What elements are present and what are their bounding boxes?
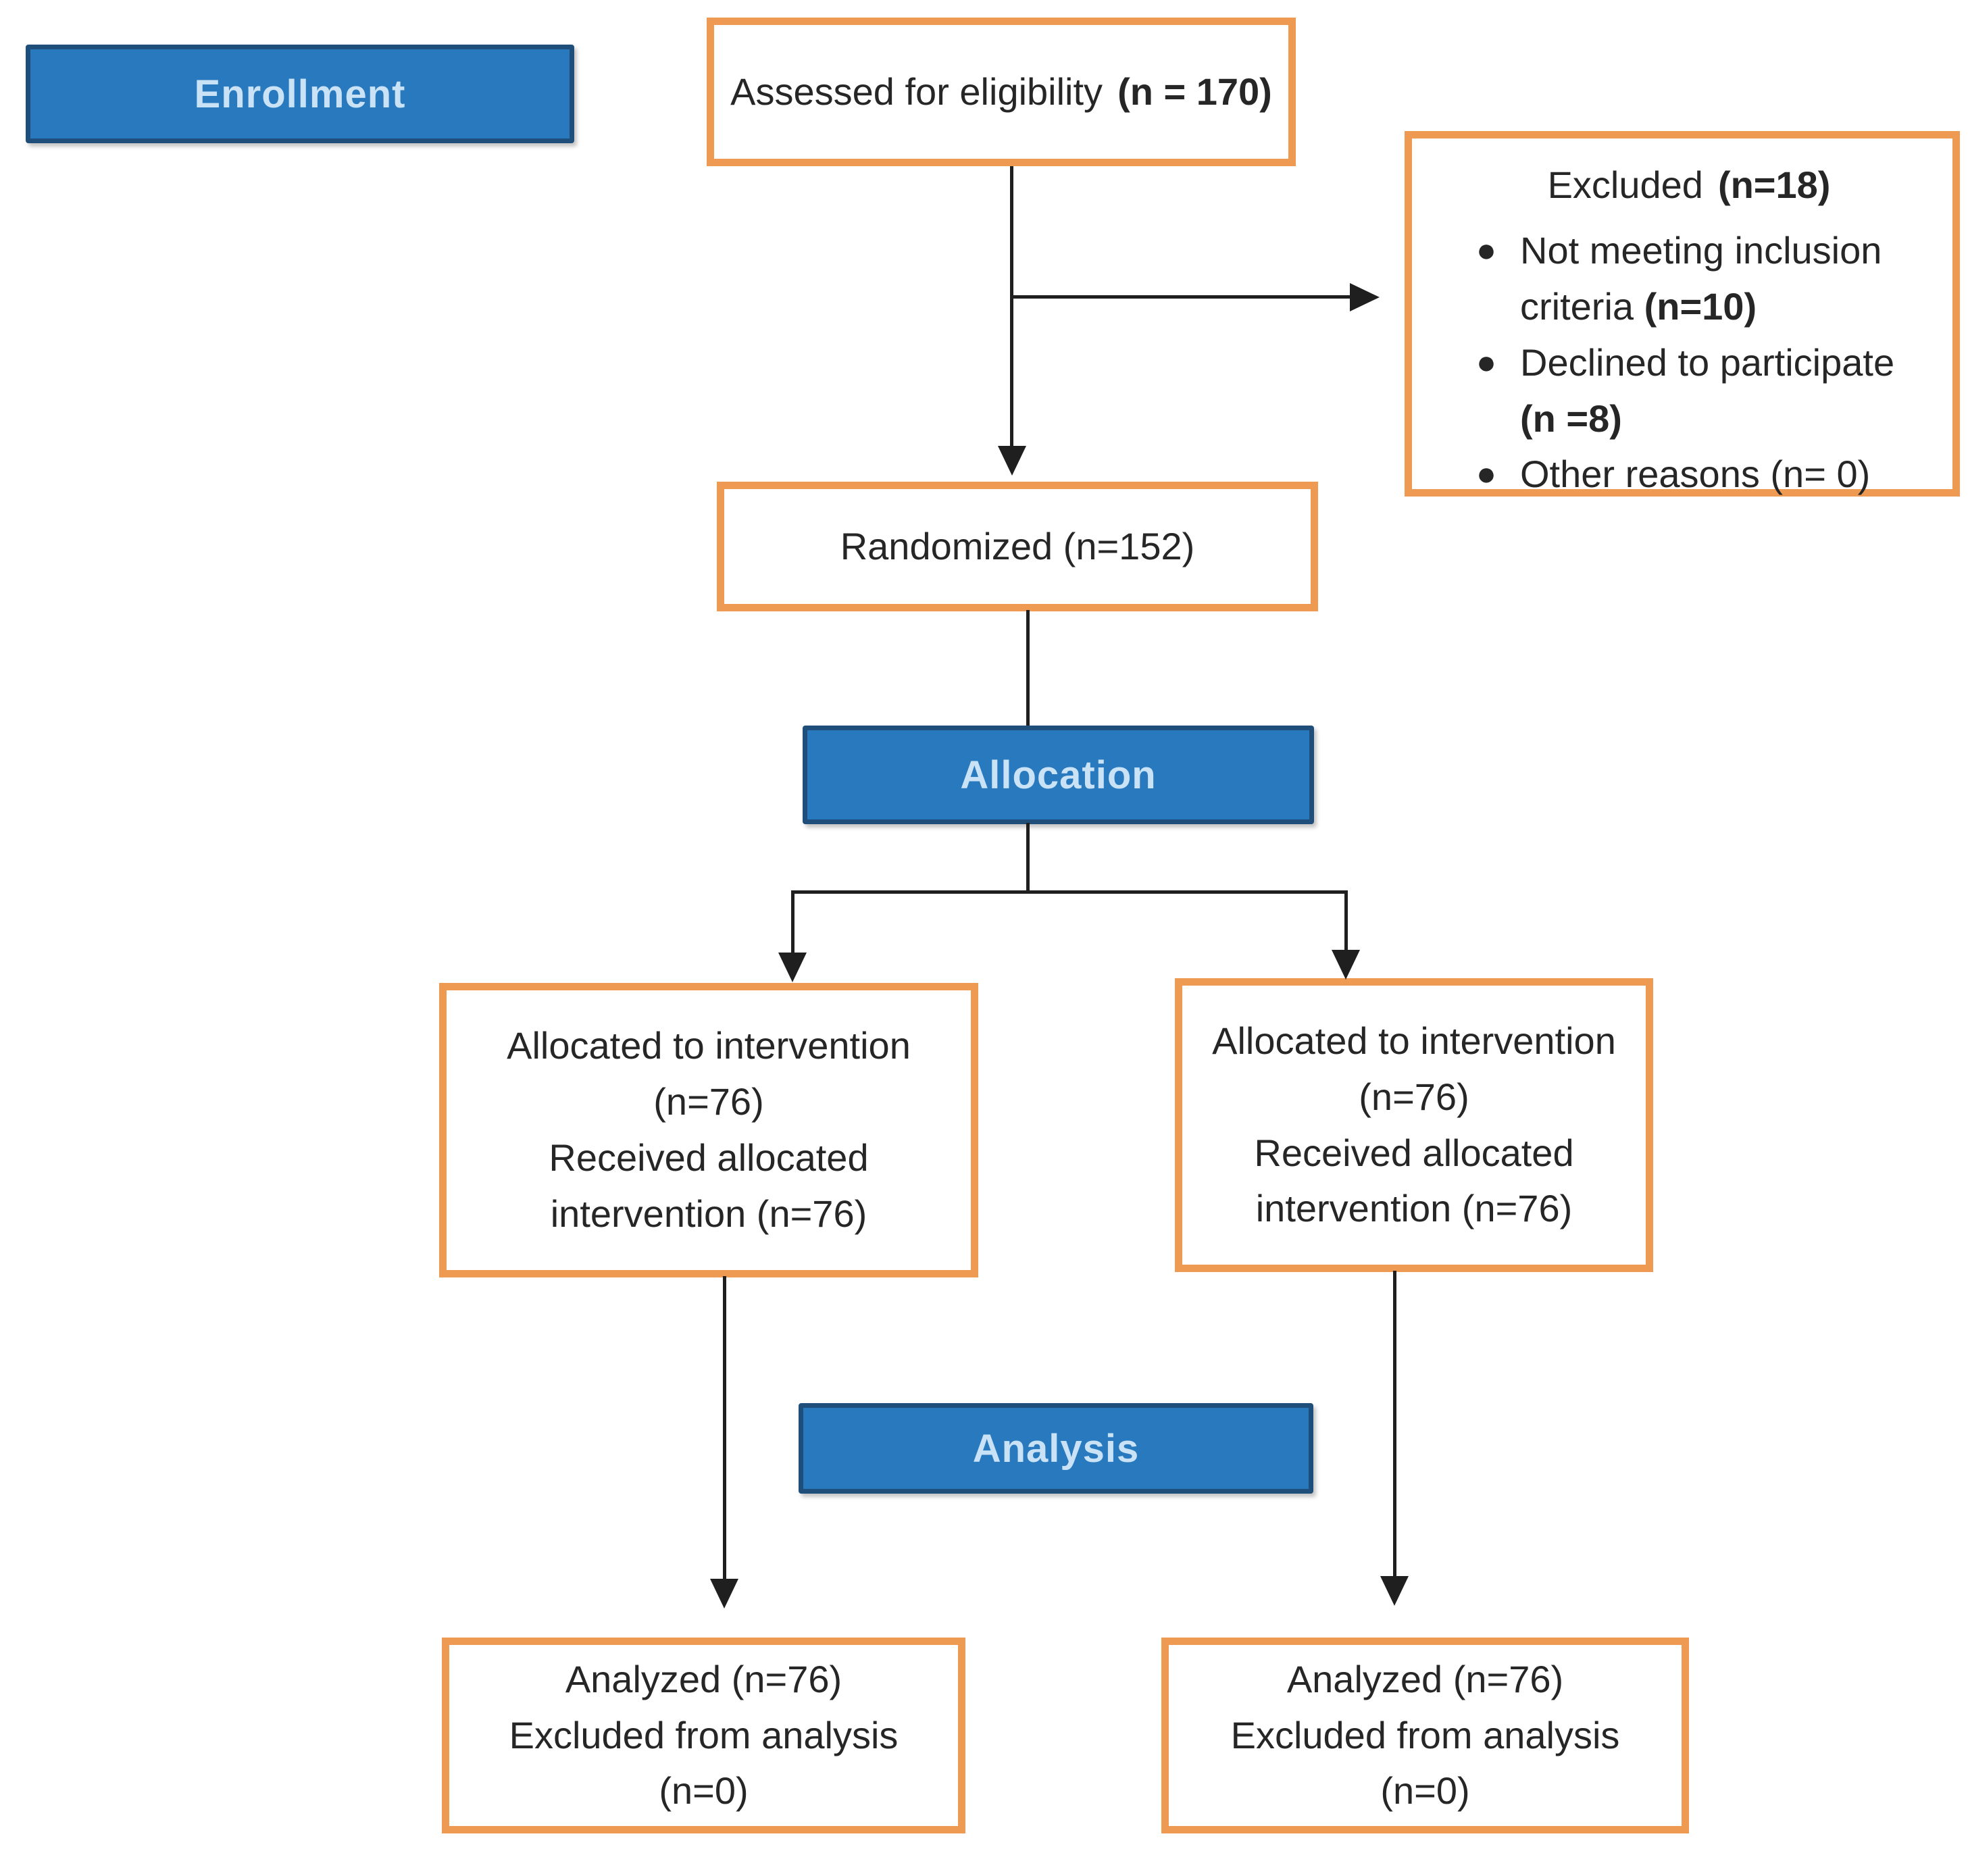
- bullet-label: Not meeting inclusion criteria: [1520, 228, 1882, 328]
- connector-split-to-allocated-right: [1344, 890, 1348, 951]
- analysis-banner: [799, 1403, 1313, 1494]
- allocated-right-line: Allocated to intervention: [1212, 1019, 1616, 1062]
- excluded-bullet-text: [1520, 447, 1907, 503]
- allocated-right-box: [1175, 978, 1653, 1272]
- allocated-right-line: Received allocated: [1254, 1131, 1574, 1174]
- analyzed-right-box: [1161, 1638, 1689, 1833]
- bullet-icon: ●: [1475, 343, 1497, 381]
- analyzed-right-line: (n=0): [1380, 1769, 1470, 1812]
- arrowhead-into-analyzed-left: [710, 1579, 738, 1608]
- arrowhead-into-excluded: [1350, 283, 1380, 311]
- allocated-left-line: intervention (n=76): [550, 1192, 867, 1235]
- excluded-bullet: [1453, 335, 1925, 447]
- connector-assessed-to-randomized: [1010, 166, 1013, 447]
- analyzed-left-line: Excluded from analysis: [509, 1713, 899, 1756]
- analysis-banner-label: Analysis: [972, 1426, 1140, 1471]
- excluded-title: Excluded: [1547, 163, 1703, 206]
- bullet-icon: ●: [1475, 455, 1497, 493]
- excluded-bullet: [1453, 447, 1925, 503]
- excluded-box: [1405, 131, 1960, 497]
- arrowhead-into-allocated-left: [778, 953, 807, 982]
- assessed-for-eligibility-box: [707, 18, 1296, 166]
- connector-allocated-left-to-analyzed-left: [723, 1276, 726, 1580]
- excluded-bullet-text: [1520, 223, 1907, 335]
- allocated-left-line: (n=76): [653, 1080, 764, 1123]
- connector-split-to-allocated-left: [791, 890, 794, 954]
- randomized-label: Randomized (n=152): [840, 524, 1195, 567]
- excluded-title-count: (n=18): [1717, 163, 1831, 206]
- excluded-bullet: [1453, 223, 1925, 335]
- analyzed-right-line: Excluded from analysis: [1230, 1713, 1620, 1756]
- analyzed-left-line: Analyzed (n=76): [565, 1657, 842, 1700]
- allocated-left-line: Allocated to intervention: [507, 1024, 911, 1067]
- analyzed-left-line: (n=0): [659, 1769, 749, 1812]
- bullet-icon: ●: [1475, 230, 1497, 269]
- bullet-count: (n=10): [1644, 284, 1757, 328]
- connector-randomized-to-allocation: [1026, 610, 1030, 726]
- arrowhead-into-analyzed-right: [1380, 1576, 1409, 1606]
- connector-split-bar: [791, 890, 1348, 894]
- bullet-count: (n= 0): [1770, 453, 1871, 496]
- excluded-title-row: [1453, 157, 1925, 213]
- assessed-count: (n = 170): [1117, 70, 1272, 113]
- bullet-label: Other reasons: [1520, 453, 1760, 496]
- randomized-box: [717, 482, 1318, 611]
- assessed-label: Assessed for eligibility: [730, 70, 1103, 113]
- connector-to-excluded: [1011, 295, 1353, 299]
- bullet-count: (n =8): [1520, 397, 1622, 440]
- allocation-banner: [803, 726, 1314, 824]
- allocated-left-line: Received allocated: [549, 1136, 869, 1179]
- allocated-right-line: intervention (n=76): [1255, 1187, 1573, 1230]
- analyzed-right-line: Analyzed (n=76): [1286, 1657, 1564, 1700]
- allocated-left-box: [439, 983, 978, 1277]
- allocated-right-line: (n=76): [1359, 1075, 1469, 1118]
- analyzed-left-box: [442, 1638, 965, 1833]
- enrollment-banner-label: Enrollment: [194, 72, 406, 116]
- bullet-label: Declined to participate: [1520, 340, 1895, 384]
- allocation-banner-label: Allocation: [960, 753, 1157, 797]
- enrollment-banner: [26, 45, 574, 143]
- connector-allocation-to-split: [1026, 823, 1030, 892]
- assessed-text: [730, 64, 1272, 120]
- connector-allocated-right-to-analyzed-right: [1393, 1271, 1396, 1577]
- excluded-bullet-text: [1520, 335, 1907, 447]
- arrowhead-into-allocated-right: [1332, 950, 1360, 980]
- arrowhead-into-randomized: [998, 446, 1026, 476]
